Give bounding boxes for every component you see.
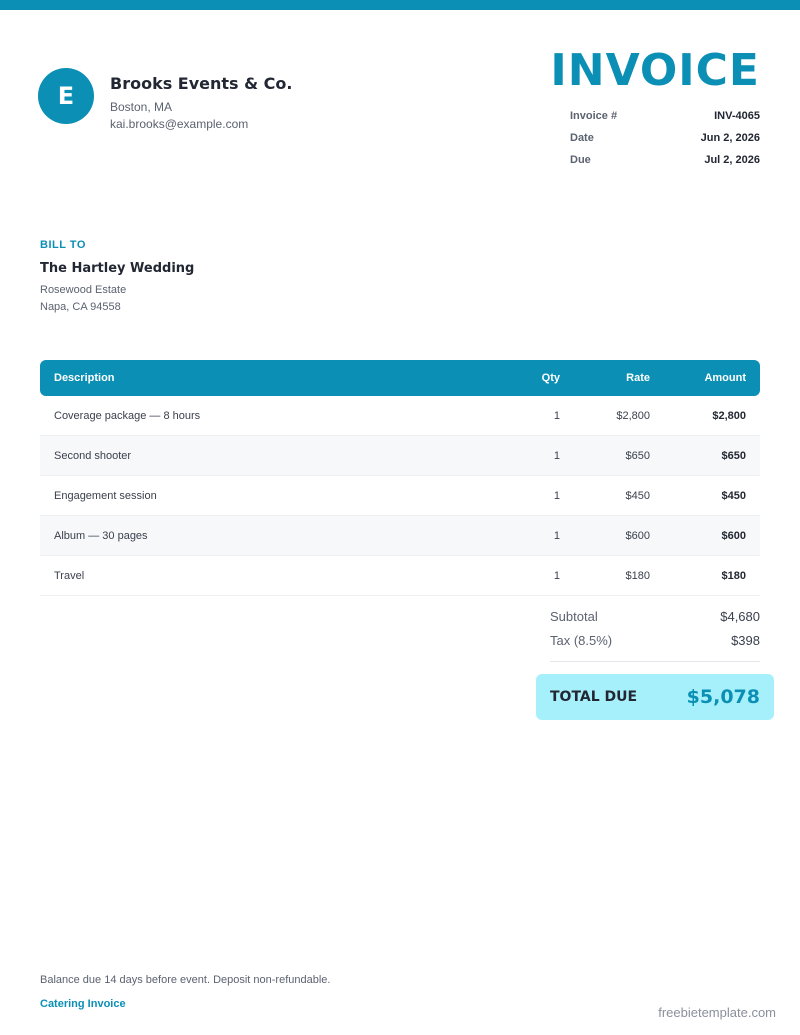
row-qty: 1 [553, 569, 560, 582]
company-info [110, 75, 292, 133]
row-rate: $2,800 [616, 409, 650, 422]
meta-row-due [570, 151, 760, 173]
table-row [40, 476, 760, 516]
total-due-value: $5,078 [686, 686, 760, 708]
meta-label: Date [570, 132, 594, 144]
table-header [40, 360, 760, 396]
row-qty: 1 [553, 489, 560, 502]
meta-label: Invoice # [570, 110, 618, 122]
row-amount: $650 [721, 449, 746, 462]
table-row [40, 516, 760, 556]
row-description: Coverage package — 8 hours [54, 409, 201, 422]
table-row [40, 436, 760, 476]
header-description: Description [54, 372, 115, 384]
meta-value: Jul 2, 2026 [704, 154, 760, 166]
line-items-table [40, 360, 760, 596]
invoice-meta [570, 107, 760, 173]
row-description: Engagement session [54, 489, 157, 502]
subtotal-label: Subtotal [550, 609, 598, 624]
meta-value: INV-4065 [714, 110, 760, 122]
row-qty: 1 [553, 409, 560, 422]
row-description: Travel [54, 569, 85, 582]
header-amount: Amount [704, 372, 746, 384]
row-amount: $2,800 [712, 409, 746, 422]
total-due-box [536, 674, 774, 720]
meta-value: Jun 2, 2026 [700, 132, 760, 144]
subtotal-value: $4,680 [720, 609, 760, 624]
row-description: Album — 30 pages [54, 529, 148, 542]
row-rate: $650 [625, 449, 650, 462]
meta-row-invoice-number [570, 107, 760, 129]
row-qty: 1 [553, 529, 560, 542]
company-name: Brooks Events & Co. [110, 74, 293, 93]
row-amount: $180 [721, 569, 746, 582]
company-email: kai.brooks@example.com [110, 117, 249, 131]
row-rate: $450 [625, 489, 650, 502]
invoice-type-label: Catering Invoice [40, 998, 126, 1010]
company-city: Boston, MA [110, 100, 173, 114]
row-amount: $600 [721, 529, 746, 542]
row-rate: $600 [625, 529, 650, 542]
invoice-title: INVOICE [550, 45, 760, 96]
table-row [40, 556, 760, 596]
tax-row [550, 632, 760, 656]
subtotal-row [550, 608, 760, 632]
header-rate: Rate [626, 372, 650, 384]
totals-section [550, 608, 760, 656]
tax-value: $398 [731, 633, 760, 648]
tax-label: Tax (8.5%) [550, 633, 613, 648]
bill-to-label: BILL TO [40, 239, 86, 251]
bill-to-address-line1: Rosewood Estate [40, 284, 127, 296]
meta-row-date [570, 129, 760, 151]
meta-label: Due [570, 154, 591, 166]
bill-to-name: The Hartley Wedding [40, 261, 195, 276]
total-due-label: TOTAL DUE [550, 689, 638, 705]
row-amount: $450 [721, 489, 746, 502]
company-logo: E [38, 68, 94, 124]
bill-to-address-line2: Napa, CA 94558 [40, 301, 121, 313]
watermark: freebietemplate.com [658, 1005, 776, 1020]
top-accent-stripe [0, 0, 800, 10]
totals-divider [550, 661, 760, 662]
header-qty: Qty [541, 372, 560, 384]
payment-terms-note: Balance due 14 days before event. Deposit non-refundable. [40, 974, 331, 986]
table-row [40, 396, 760, 436]
row-qty: 1 [553, 449, 560, 462]
row-rate: $180 [625, 569, 650, 582]
bill-to-address [40, 282, 126, 316]
row-description: Second shooter [54, 449, 132, 462]
